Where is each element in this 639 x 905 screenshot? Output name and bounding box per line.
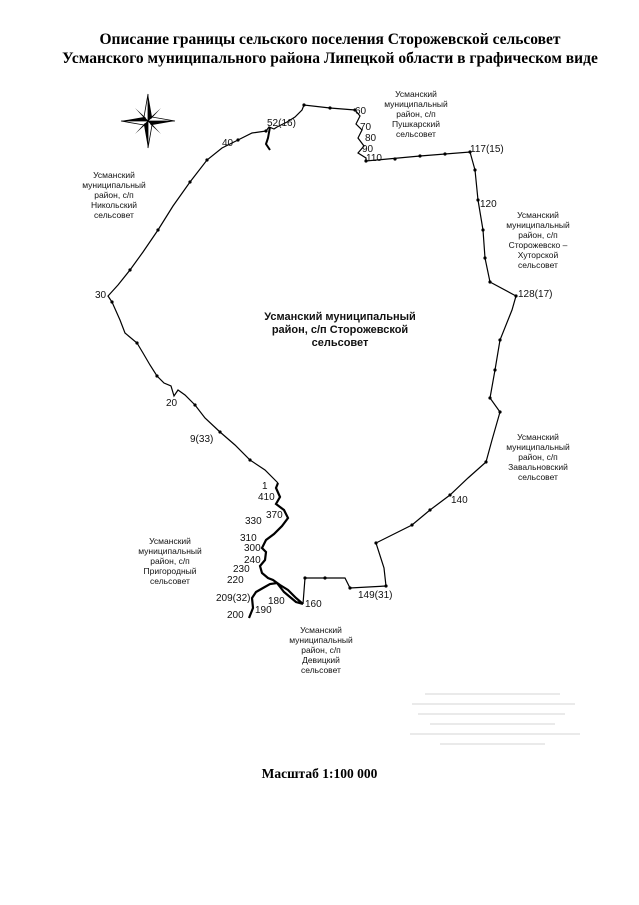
point-label: 120 — [480, 199, 497, 210]
point-label: 200 — [227, 610, 244, 621]
neighbor-label-zavalnovsky — [506, 432, 570, 482]
point-label: 110 — [366, 153, 382, 164]
point-label: 300 — [244, 543, 261, 554]
svg-text:Никольский: Никольский — [90, 200, 138, 210]
svg-text:район, с/п: район, с/п — [301, 645, 341, 655]
point-label: 52(16) — [267, 118, 296, 129]
point-label: 149(31) — [358, 590, 393, 601]
point-label: 310 — [240, 533, 257, 544]
point-label: 70 — [360, 122, 372, 133]
point-label: 128(17) — [518, 289, 553, 300]
point-label: 190 — [255, 605, 272, 616]
map-scale: Масштаб 1:100 000 — [261, 766, 378, 781]
svg-text:Усманский муниципальный: Усманский муниципальный — [264, 311, 416, 323]
svg-text:сельсовет: сельсовет — [518, 472, 558, 482]
svg-text:сельсовет: сельсовет — [518, 260, 558, 270]
svg-text:район, с/п: район, с/п — [518, 230, 558, 240]
svg-text:муниципальный: муниципальный — [138, 546, 202, 556]
compass-rose-icon — [121, 94, 175, 148]
neighbor-label-nikolsky — [82, 170, 146, 220]
point-label: 30 — [95, 290, 107, 301]
svg-text:район, с/п: район, с/п — [518, 452, 558, 462]
svg-text:район, с/п: район, с/п — [94, 190, 134, 200]
point-label: 330 — [245, 516, 262, 527]
svg-text:муниципальный: муниципальный — [82, 180, 146, 190]
svg-text:муниципальный: муниципальный — [506, 442, 570, 452]
point-label: 230 — [233, 564, 250, 575]
point-label: 240 — [244, 555, 261, 566]
point-label: 90 — [362, 144, 374, 155]
svg-text:Хуторской: Хуторской — [517, 250, 559, 260]
settlement-center-label — [264, 311, 416, 349]
point-label: 20 — [166, 398, 178, 409]
svg-text:сельсовет: сельсовет — [311, 337, 369, 349]
faded-stamp-marks — [410, 694, 580, 744]
point-label: 209(32) — [216, 593, 251, 604]
point-label: 140 — [451, 495, 468, 506]
svg-text:Усманский: Усманский — [395, 89, 437, 99]
svg-text:Усманский: Усманский — [517, 432, 559, 442]
svg-text:Пушкарский: Пушкарский — [391, 119, 441, 129]
point-label: 40 — [222, 138, 234, 149]
svg-text:сельсовет: сельсовет — [150, 576, 190, 586]
svg-text:муниципальный: муниципальный — [289, 635, 353, 645]
point-label: 370 — [266, 510, 283, 521]
svg-text:Девицкий: Девицкий — [302, 655, 340, 665]
point-label: 117(15) — [470, 144, 504, 155]
svg-text:сельсовет: сельсовет — [301, 665, 341, 675]
point-label: 220 — [227, 575, 244, 586]
svg-text:район, с/п: район, с/п — [150, 556, 190, 566]
svg-text:район, с/п Сторожевской: район, с/п Сторожевской — [271, 324, 409, 336]
svg-text:Пригородный: Пригородный — [143, 566, 197, 576]
svg-text:Завальновский: Завальновский — [508, 462, 568, 472]
point-label: 9(33) — [190, 434, 214, 445]
point-label: 180 — [268, 596, 285, 607]
point-label: 60 — [355, 106, 367, 117]
svg-text:муниципальный: муниципальный — [384, 99, 448, 109]
neighbor-label-storozhevsko-khutorskoy — [506, 210, 570, 270]
svg-text:муниципальный: муниципальный — [506, 220, 570, 230]
point-label: 160 — [305, 599, 322, 610]
neighbor-label-prigorodny — [138, 536, 202, 586]
point-label: 410 — [258, 492, 275, 503]
svg-text:район, с/п: район, с/п — [396, 109, 436, 119]
svg-text:Усманский: Усманский — [149, 536, 191, 546]
point-label: 1 — [262, 481, 268, 492]
svg-text:сельсовет: сельсовет — [396, 129, 436, 139]
svg-text:Усманский: Усманский — [517, 210, 559, 220]
svg-text:Усманский: Усманский — [93, 170, 135, 180]
neighbor-label-pushkarsky — [384, 89, 448, 139]
neighbor-label-devitsky — [289, 625, 353, 675]
svg-text:сельсовет: сельсовет — [94, 210, 134, 220]
settlement-boundary — [266, 105, 516, 604]
svg-text:Сторожевско –: Сторожевско – — [508, 240, 568, 250]
point-label: 80 — [365, 133, 377, 144]
page-title: Описание границы сельского поселения Сторожевской сельсовет Усманского муниципального района Липецкой области в графическом виде — [62, 31, 598, 67]
svg-text:Усманский: Усманский — [300, 625, 342, 635]
